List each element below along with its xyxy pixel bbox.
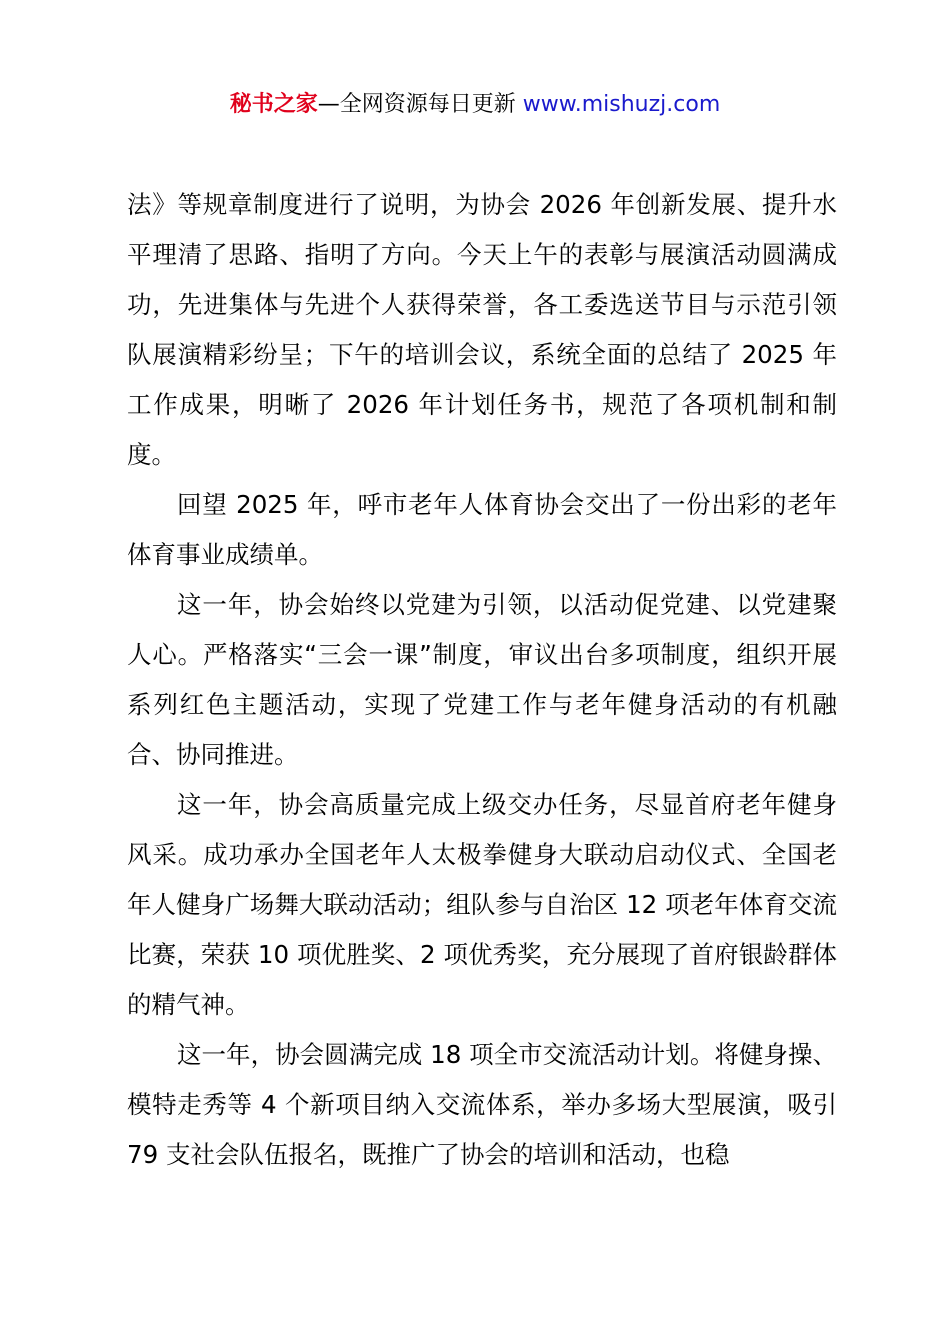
brand-name: 秘书之家: [229, 92, 318, 117]
paragraph-2: 回望 2025 年，呼市老年人体育协会交出了一份出彩的老年体育事业成绩单。: [127, 490, 837, 569]
site-url-link[interactable]: www.mishuzj.com: [515, 92, 721, 117]
paragraph-1: 法》等规章制度进行了说明，为协会 2026 年创新发展、提升水平理清了思路、指明了方向。今天上午的表彰与展演活动圆满成功，先进集体与先进个人获得荣誉，各工委选送节目与示范引领队展演精彩纷呈；下午的培训会议，系统全面的总结了 2025 年工作成果，明晰了 2026 年计划任务书，规范了各项机制和制度。: [127, 190, 837, 469]
header-tagline: —全网资源每日更新: [317, 92, 516, 117]
paragraph-4: 这一年，协会高质量完成上级交办任务，尽显首府老年健身风采。成功承办全国老年人太极拳健身大联动启动仪式、全国老年人健身广场舞大联动活动；组队参与自治区 12 项老年体育交流比赛，荣获 10 项优胜奖、2 项优秀奖，充分展现了首府银龄群体的精气神。: [127, 790, 837, 1019]
document-body: [127, 180, 837, 1180]
page-header: [0, 88, 950, 122]
paragraph-5: 这一年，协会圆满完成 18 项全市交流活动计划。将健身操、模特走秀等 4 个新项目纳入交流体系，举办多场大型展演，吸引 79 支社会队伍报名，既推广了协会的培训和活动，也稳: [127, 1040, 837, 1169]
paragraph-3: 这一年，协会始终以党建为引领，以活动促党建、以党建聚人心。严格落实“三会一课”制度，审议出台多项制度，组织开展系列红色主题活动，实现了党建工作与老年健身活动的有机融合、协同推进。: [127, 590, 837, 769]
